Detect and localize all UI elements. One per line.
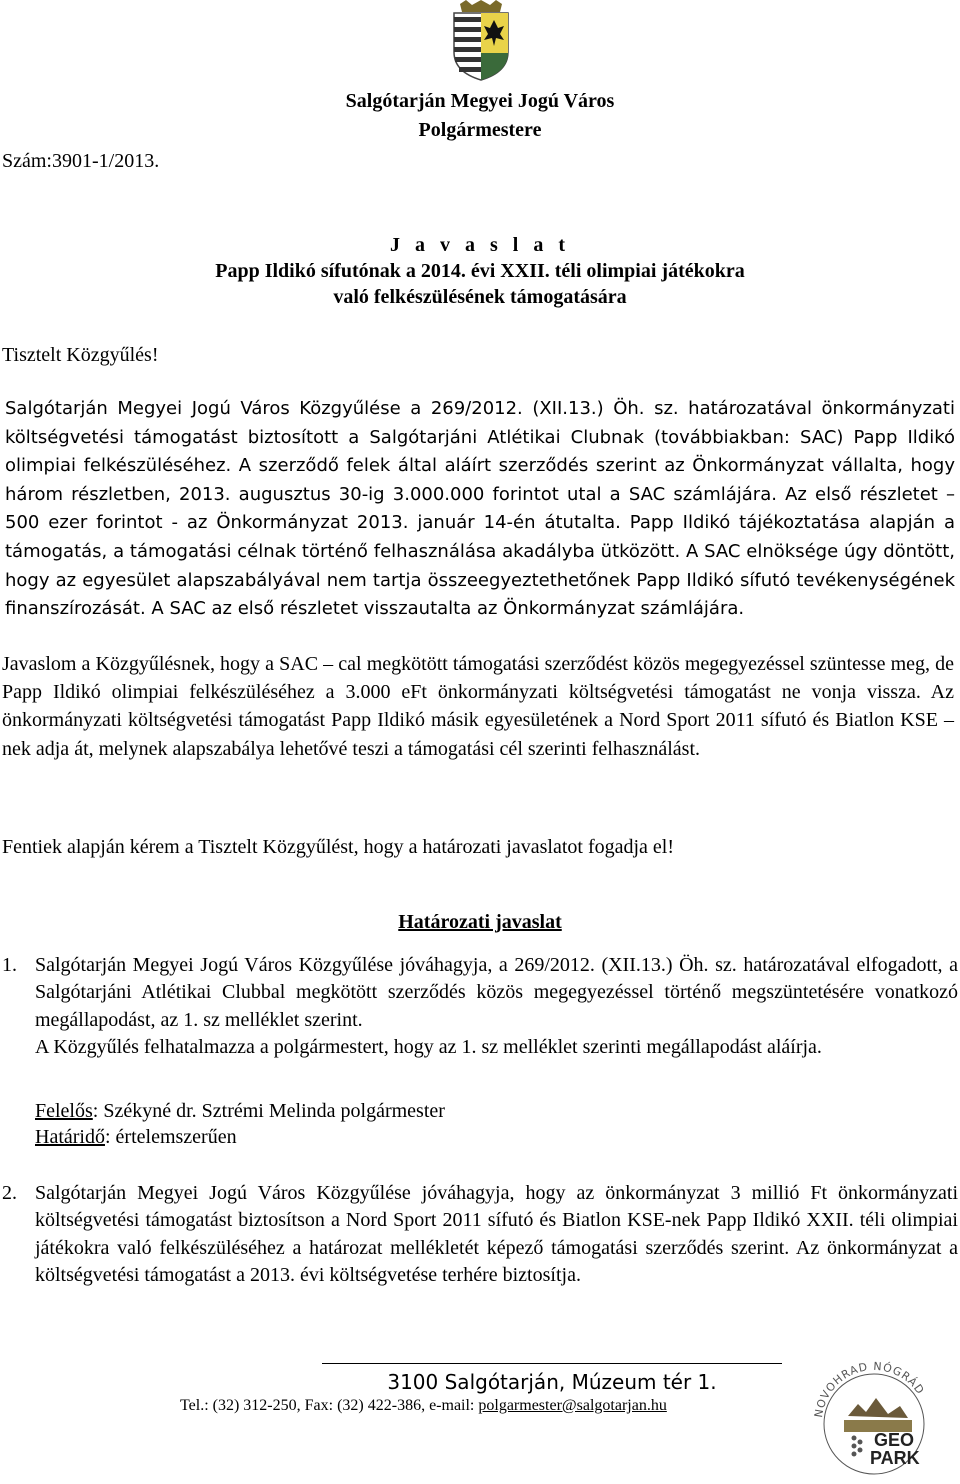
item-2-text: Salgótarján Megyei Jogú Város Közgyűlése jóváhagyja, hogy az önkormányzat 3 millió Ft önkormányzati költségvetési támogatást biztosítson a Nord Sport 2011 sífutó és Biatlon KSE-nek Papp Ildikó XXII. téli olimpiai játékokra való felkészüléséhez a határozat mellékletét képező támogatási szerződés szerint. Az önkormányzat a költségvetési támogatást a 2013. évi költségvetése terhére biztosítja. bbox=[35, 1182, 958, 1286]
title-line-1: J a v a s l a t bbox=[390, 234, 570, 256]
deadline-value: : értelemszerűen bbox=[104, 1126, 237, 1148]
item-1-text-2: A Közgyűlés felhatalmazza a polgármestert, hogy az 1. sz melléklet szerinti megállapodást aláírja. bbox=[35, 1035, 822, 1058]
paragraph-background: Salgótarján Megyei Jogú Város Közgyűlése a 269/2012. (XII.13.) Öh. sz. határozatával önkormányzati költségvetési támogatást biztosított a Salgótarjáni Atlétikai Clubnak (továbbiakban: SAC) Papp Ildikó olimpiai felkészüléséhez. A szerződő felek által aláírt szerződés szerint az Önkormányzat vállalta, hogy három részletben, 2013. augusztus 30-ig 3.000.000 forintot utal a SAC számlájára. Az első részletet – 500 ezer forintot - az Önkormányzat 2013. január 14-én átutalta. Papp Ildikó tájékoztatása alapján a támogatás, a támogatási célnak történő felhasználása akadályba ütközött. A SAC elnöksége úgy döntött, hogy az egyesület alapszabályával nem tartja összeegyeztethetőnek Papp Ildikó sífutó tevékenységének finanszírozását. A SAC az első részletet visszautalta az Önkormányzat számlájára. bbox=[5, 398, 955, 620]
footer-contact bbox=[180, 1397, 667, 1415]
request-sentence: Fentiek alapján kérem a Tisztelt Közgyűlést, hogy a határozati javaslatot fogadja el! bbox=[2, 836, 675, 858]
email-link[interactable]: polgarmester@salgotarjan.hu bbox=[478, 1397, 667, 1414]
title-line-3: való felkészülésének támogatására bbox=[333, 286, 627, 308]
contact-text: Tel.: (32) 312-250, Fax: (32) 422-386, e-mail: bbox=[180, 1397, 479, 1414]
deadline-line bbox=[35, 1124, 445, 1150]
org-title: Polgármestere bbox=[418, 119, 542, 141]
geopark-arc-text: NOVOHRAD NÓGRÁD bbox=[812, 1359, 928, 1419]
reference-number: Szám:3901-1/2013. bbox=[2, 150, 160, 172]
item-1-text: Salgótarján Megyei Jogú Város Közgyűlése jóváhagyja, a 269/2012. (XII.13.) Öh. sz. határozatával elfogadott, a Salgótarjáni Atlétikai Clubbal megkötött szerződés közös megegyezéssel történő megszüntetésére vonatkozó megállapodást, az 1. sz melléklet szerint. bbox=[35, 954, 958, 1031]
title-line-2: Papp Ildikó sífutónak a 2014. évi XXII. téli olimpiai játékokra bbox=[215, 260, 745, 282]
resolution-item-2 bbox=[0, 1180, 958, 1289]
greeting: Tisztelt Közgyűlés! bbox=[2, 344, 159, 366]
item-number: 1. bbox=[2, 954, 17, 976]
coat-of-arms-logo bbox=[446, 0, 516, 82]
responsibility-block bbox=[35, 1098, 445, 1150]
item-number: 2. bbox=[2, 1182, 17, 1204]
resolution-title: Határozati javaslat bbox=[398, 911, 562, 933]
responsible-label: Felelős bbox=[35, 1100, 93, 1122]
responsible-line bbox=[35, 1098, 445, 1124]
resolution-item-1 bbox=[0, 952, 958, 1061]
geopark-text-1: GEO bbox=[874, 1430, 915, 1450]
document-title bbox=[0, 232, 960, 310]
footer-divider bbox=[322, 1363, 782, 1364]
paragraph-proposal: Javaslom a Közgyűlésnek, hogy a SAC – cal megkötött támogatási szerződést közös megegyezéssel szüntesse meg, de Papp Ildikó olimpiai felkészüléséhez a 3.000 eFt önkormányzati költségvetési támogatást ne vonja vissza. Az önkormányzati költségvetési támogatást Papp Ildikó másik egyesületének a Nord Sport 2011 sífutó és Biatlon KSE – nek adja át, melynek alapszabálya lehetővé teszi a támogatási cél szerinti felhasználást. bbox=[2, 653, 954, 760]
deadline-label: Határidő bbox=[35, 1126, 105, 1148]
org-name: Salgótarján Megyei Jogú Város bbox=[345, 90, 615, 112]
responsible-value: : Székyné dr. Sztrémi Melinda polgármester bbox=[92, 1100, 445, 1122]
footer-address: 3100 Salgótarján, Múzeum tér 1. bbox=[387, 1370, 717, 1394]
geopark-text-2: PARK bbox=[870, 1448, 920, 1468]
geopark-logo bbox=[808, 1346, 938, 1476]
